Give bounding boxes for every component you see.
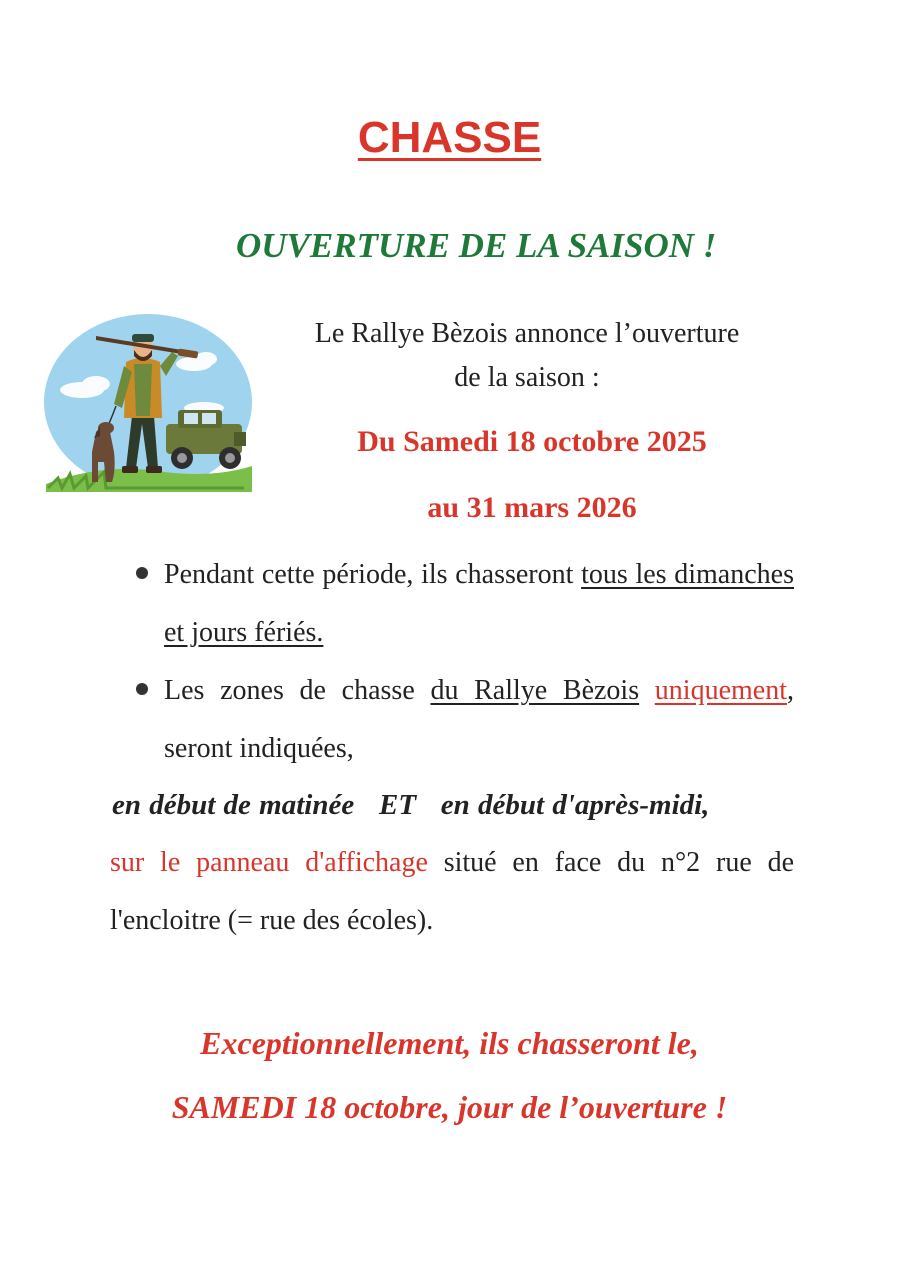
- announcement-line-2: de la saison :: [454, 362, 600, 393]
- panel-rest-text: situé en face du n°2 rue de l'encloitre (= rue des écoles).: [110, 847, 795, 936]
- bullet-2-underlined: du Rallye Bèzois: [430, 675, 640, 706]
- bullet-1-prefix: Pendant cette période, ils chasseront: [164, 559, 582, 590]
- bullet-icon: [136, 567, 148, 579]
- hunter-with-dog-and-jeep-icon: [44, 312, 254, 492]
- exception-line-2: SAMEDI 18 octobre, jour de l’ouverture !: [171, 1089, 728, 1125]
- list-item-text: [164, 546, 794, 662]
- date-start: Du Samedi 18 octobre 2025: [357, 425, 707, 458]
- list-item: [136, 546, 794, 662]
- page-title: CHASSE: [357, 113, 542, 162]
- timing-part-2: ET: [378, 789, 417, 821]
- bullet-1-underlined: tous les dimanches et jours fériés.: [164, 559, 794, 648]
- bullet-2-prefix: Les zones de chasse: [164, 675, 431, 706]
- list-item: [136, 662, 794, 778]
- announcement-line-1: Le Rallye Bèzois annonce l’ouverture: [314, 318, 740, 349]
- timing-line: [112, 780, 709, 830]
- timing-part-1: en début de matinée: [112, 789, 355, 821]
- date-end: au 31 mars 2026: [427, 491, 637, 524]
- exception-line-1: Exceptionnellement, ils chasseront le,: [200, 1025, 699, 1061]
- panel-location: [110, 834, 794, 950]
- panel-red-text: sur le panneau d'affichage: [110, 847, 428, 878]
- bullet-2-red-underlined: uniquement: [654, 675, 787, 706]
- list-item-text: [164, 662, 794, 778]
- timing-part-3: en début d'après-midi,: [440, 789, 710, 821]
- announcement: [262, 312, 792, 400]
- subtitle: OUVERTURE DE LA SAISON !: [236, 226, 717, 265]
- bullet-icon: [136, 683, 148, 695]
- bullet-2-suffix: , seront indiquées,: [164, 675, 794, 764]
